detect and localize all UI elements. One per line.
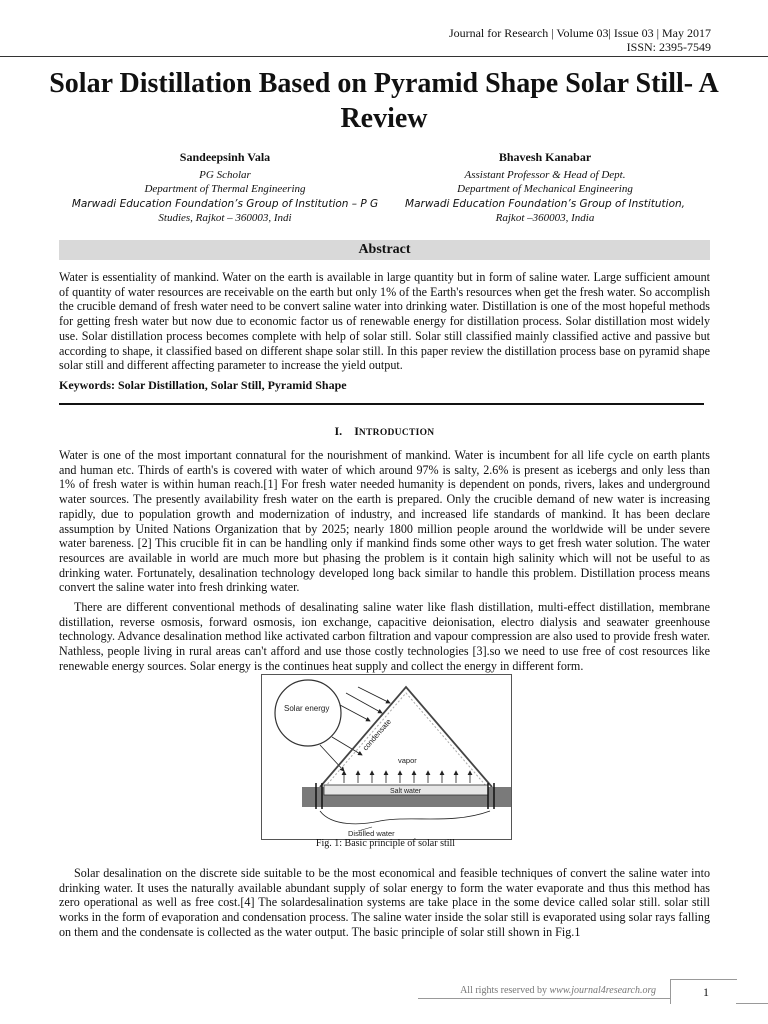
sun-label: Solar energy: [284, 704, 330, 713]
author-address: Studies, Rajkot – 360003, Indi: [158, 212, 292, 224]
pyramid-cover: [320, 687, 492, 787]
sun-circle: [275, 680, 341, 746]
condensate-label: condensate: [360, 717, 393, 753]
intro-paragraph-2: There are different conventional methods of desalinating saline water like flash distillation, multi-effect distillation, membrane distillation, reverse osmosis, forward osmosis, ion exchange, capacitive deionisation, electro dialysis and seawater greenhouse technology. Advance desalination method like activated carbon filtration and vapour compression are also used to provide fresh water. Nathless, people living in rural areas can't afford and use those costly technologies [3].so we need to use free of cost resources like renewable energy sources. Solar energy is the continues heat supply and collect the energy in different form.: [59, 600, 710, 673]
figure-solar-still: [261, 674, 512, 840]
section-number: I.: [334, 424, 343, 438]
ray-arrow: [340, 705, 370, 721]
author-institution: Marwadi Education Foundation’s Group of Institution,: [405, 197, 685, 210]
rights-site-link[interactable]: www.journal4research.org: [549, 985, 656, 996]
journal-header: [449, 26, 711, 54]
salt-water-label: Salt water: [390, 788, 422, 795]
distilled-label: Distilled water: [348, 829, 395, 838]
ray-arrow: [320, 745, 344, 771]
issn: ISSN: 2395-7549: [626, 40, 711, 54]
journal-line: Journal for Research | Volume 03| Issue 03 | May 2017: [448, 26, 711, 40]
footer-rights: [320, 985, 656, 996]
author-institution: Marwadi Education Foundation’s Group of Institution – P G: [71, 197, 379, 210]
figure-caption: Fig. 1: Basic principle of solar still: [315, 838, 456, 849]
solar-still-diagram: [262, 675, 511, 839]
section-title-rest: NTRODUCTION: [358, 428, 435, 438]
author-name: Sandeepsinh Vala: [179, 150, 271, 164]
ray-arrow: [332, 737, 362, 755]
section-separator: [59, 403, 704, 405]
page-number: 1: [703, 985, 709, 999]
footer-rule-right: [736, 1003, 768, 1004]
vapor-arrows: [344, 771, 470, 783]
intro-paragraph-1: Water is one of the most important connatural for the nourishment of mankind. Water is incumbent for all life cycle on earth plants and human etc. Thirds of earth's is covered with water of which around 97% is salty, 2.6% is present as icebergs and only less than 1% of fresh water is within human reach.[1] For fresh water needed humanity is dependent on ponds, rivers, lakes and underground water sources. The presently availability fresh water on the earth is prepared. Only the crucible demand of new water is increasing rapidly, due to population growth and modernization of industry, and increased life standards of mankind. It has been declare assumption by United Nations Organization that by 2025; nearly 1800 million people around the worldwide will be under severe water bareness. [2] This crucible fit in can be handling only if mankind finds some other ways to get fresh water solution. The water resources are available in world are much more but phasing the problem is it contain high salinity which will not be useful to as drinking water. Fortunately, desalination technology developed long back similar to handle this problem. Distillation process means convert the saline water into fresh drinking water.: [59, 448, 710, 595]
keywords: Keywords: Solar Distillation, Solar Still, Pyramid Shape: [59, 378, 347, 392]
author-block-2: [380, 150, 710, 226]
vapor-label: vapor: [398, 756, 417, 765]
author-address: Rajkot –360003, India: [495, 212, 595, 224]
author-name: Bhavesh Kanabar: [498, 150, 592, 164]
author-block-1: [60, 150, 390, 226]
section-title-first: I: [354, 424, 359, 438]
paper-title: Solar Distillation Based on Pyramid Shape Solar Still- A Review: [49, 68, 719, 134]
author-department: Department of Thermal Engineering: [144, 183, 306, 195]
body-paragraph: Solar desalination on the discrete side suitable to be the most economical and feasible techniques of convert the saline water into drinking water. It uses the naturally available abundant supply of solar energy to form the water evaporate and thus this method has zero operational as well as free cost.[4] The solardesalination systems are take place in the some device called solar still. solar still works in the form of evaporation and condensation process. The saline water inside the solar still is evaporated using solar rays falling on them and the condensate is collected as the water output. The basic principle of solar still shown in Fig.1: [59, 866, 710, 939]
section-heading: [59, 424, 710, 439]
author-role: PG Scholar: [199, 168, 251, 181]
abstract-text: Water is essentiality of mankind. Water on the earth is available in large quantity but in form of saline water. Large sufficient amount of quantity of water resources are receivable on the earth but only 1% of the Earth's resources when get the fresh water. So accomplish the crucible demand of fresh water need to be convert saline water into drinking water. Distillation is one of the most hopeful methods for getting fresh water but now due to economic factor us of renewable energy for distillation process. Solar distillation most widely use. Solar distillation process becomes complete with help of solar still. Solar still classified mainly classified active and passive but according to shape, it classified based on different shape solar still. In this paper review the distillation process base on pyramid shape solar still and different affecting parameter to increase the yield output.: [59, 270, 710, 373]
ray-arrow: [358, 687, 390, 703]
distilled-flow: [320, 811, 490, 824]
abstract-heading: Abstract: [59, 240, 710, 260]
author-department: Department of Mechanical Engineering: [457, 183, 633, 195]
author-role: Assistant Professor & Head of Dept.: [464, 168, 626, 181]
footer-rule: [418, 998, 670, 999]
header-rule: [0, 56, 768, 57]
condensate-film: [325, 693, 487, 787]
rights-prefix: All rights reserved by: [460, 985, 550, 996]
